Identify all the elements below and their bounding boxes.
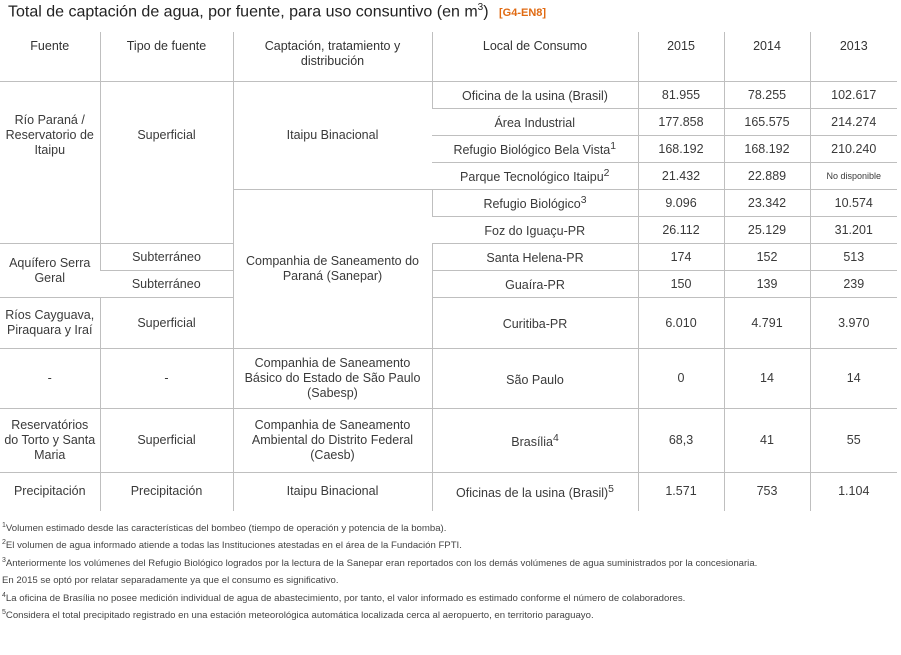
cell-2014: 168.192 — [724, 136, 810, 163]
cell-2015: 9.096 — [638, 190, 724, 217]
cell-fuente-empty — [0, 190, 100, 244]
cell-local: Santa Helena-PR — [432, 244, 638, 271]
cell-tipo-subterraneo: Subterráneo — [100, 271, 233, 298]
cell-2015: 177.858 — [638, 109, 724, 136]
cell-captacion-itaipu: Itaipu Binacional — [233, 82, 432, 190]
cell-2014: 152 — [724, 244, 810, 271]
cell-2013: 1.104 — [810, 473, 897, 511]
footnote: $^4$La oficina de Brasília no posee medición individual de agua de abastecimiento, por tanto, el valor informado es estimado conforme el número de colaboradores. — [2, 591, 686, 604]
footnotes — [2, 519, 901, 623]
header-local: Local de Consumo — [432, 32, 638, 82]
table-row — [0, 271, 897, 298]
cell-captacion-sabesp: Companhia de Saneamento Básico do Estado de São Paulo (Sabesp) — [233, 349, 432, 409]
cell-tipo-parana: Superficial — [100, 82, 233, 190]
cell-fuente-parana: Río Paraná / Reservatorio de Itaipu — [0, 82, 100, 190]
cell-tipo-empty — [100, 190, 233, 244]
cell-2014: 22.889 — [724, 163, 810, 190]
cell-fuente-dash: - — [0, 349, 100, 409]
header-tipo: Tipo de fuente — [100, 32, 233, 82]
table-row — [0, 244, 897, 271]
cell-local: Foz do Iguaçu-PR — [432, 217, 638, 244]
table-row — [0, 298, 897, 349]
cell-2013: 14 — [810, 349, 897, 409]
cell-2013: 102.617 — [810, 82, 897, 109]
cell-local: Guaíra-PR — [432, 271, 638, 298]
cell-2013: 3.970 — [810, 298, 897, 349]
cell-tipo-dash: - — [100, 349, 233, 409]
title-exponent: 3 — [477, 2, 484, 13]
cell-2014: 4.791 — [724, 298, 810, 349]
cell-2014: 41 — [724, 409, 810, 473]
cell-local: Área Industrial — [432, 109, 638, 136]
cell-2013: 55 — [810, 409, 897, 473]
cell-fuente-reservatorios: Reservatórios do Torto y Santa Maria — [0, 409, 100, 473]
footnote: $^5$Considera el total precipitado registrado en una estación meteorológica automática localizada cerca al aeropuerto, en territorio paraguayo. — [2, 608, 594, 622]
cell-local: Brasília$^4$ — [432, 409, 638, 473]
cell-local: Refugio Biológico$^3$ — [432, 190, 638, 217]
cell-local: Parque Tecnológico Itaipu$^2$ — [432, 163, 638, 190]
cell-local: Oficinas de la usina (Brasil)$^5$ — [432, 473, 638, 511]
cell-2015: 174 — [638, 244, 724, 271]
cell-2013: 239 — [810, 271, 897, 298]
header-fuente: Fuente — [30, 39, 70, 53]
footnote: $^2$El volumen de agua informado atiende a todas las Instituciones atestadas en el área de la Fundación FPTI. — [2, 539, 462, 552]
cell-2014: 78.255 — [724, 82, 810, 109]
cell-2015: 68,3 — [638, 409, 724, 473]
cell-fuente-rios: Ríos Cayguava, Piraquara y Iraí — [0, 298, 100, 349]
cell-2015: 168.192 — [638, 136, 724, 163]
cell-2014: 139 — [724, 271, 810, 298]
header-captacion: Captación, tratamiento y distribución — [233, 32, 432, 82]
cell-2013: 31.201 — [810, 217, 897, 244]
cell-2013: 513 — [810, 244, 897, 271]
header-2013: 2013 — [810, 32, 897, 82]
table-row — [0, 409, 897, 473]
footnote: $^1$Volumen estimado desde las características del bombeo (tiempo de operación y potencia de la bomba). — [2, 522, 447, 535]
cell-fuente-precip: Precipitación — [0, 473, 100, 511]
cell-2015: 26.112 — [638, 217, 724, 244]
cell-2013: 10.574 — [810, 190, 897, 217]
cell-tipo-subterraneo: Subterráneo — [100, 244, 233, 271]
cell-local: Oficina de la usina (Brasil) — [432, 82, 638, 109]
cell-2014: 23.342 — [724, 190, 810, 217]
cell-2014: 25.129 — [724, 217, 810, 244]
table-row — [0, 473, 897, 511]
cell-local: Refugio Biológico Bela Vista$^1$ — [432, 136, 638, 163]
cell-2015: 1.571 — [638, 473, 724, 511]
table-row — [0, 190, 897, 217]
cell-2015: 81.955 — [638, 82, 724, 109]
cell-2015: 6.010 — [638, 298, 724, 349]
cell-tipo-precip: Precipitación — [100, 473, 233, 511]
title-text: Total de captación de agua, por fuente, para uso consuntivo (en m — [8, 3, 478, 21]
cell-tipo-reservatorios: Superficial — [100, 409, 233, 473]
cell-captacion-precip: Itaipu Binacional — [233, 473, 432, 511]
gri-tag: [G4-EN8] — [498, 7, 547, 20]
cell-tipo-rios: Superficial — [100, 298, 233, 349]
cell-captacion-sanepar: Companhia de Saneamento do Paraná (Sanepar) — [233, 190, 432, 349]
footnote: En 2015 se optó por relatar separadamente ya que el consumo es significativo. — [2, 575, 339, 587]
table-row — [0, 82, 897, 109]
header-2014: 2014 — [724, 32, 810, 82]
header-2015: 2015 — [638, 32, 724, 82]
footnote: $^3$Anteriormente los volúmenes del Refugio Biológico logrados por la lectura de la Sanepar eran reportados con los demás volúmenes de agua suministrados por la concesionaria. — [2, 556, 758, 569]
cell-fuente-aquifero: Aquífero Serra Geral — [0, 244, 100, 298]
cell-2015: 0 — [638, 349, 724, 409]
cell-captacion-caesb: Companhia de Saneamento Ambiental do Distrito Federal (Caesb) — [233, 409, 432, 473]
cell-2014: 14 — [724, 349, 810, 409]
cell-local: São Paulo — [432, 349, 638, 409]
cell-2013: 214.274 — [810, 109, 897, 136]
cell-2015: 150 — [638, 271, 724, 298]
cell-2015: 21.432 — [638, 163, 724, 190]
cell-2013: 210.240 — [810, 136, 897, 163]
cell-2014: 753 — [724, 473, 810, 511]
table-row — [0, 349, 897, 409]
cell-2014: 165.575 — [724, 109, 810, 136]
page-title — [8, 2, 546, 21]
header-row — [0, 32, 897, 82]
water-capture-table — [0, 32, 897, 511]
cell-local: Curitiba-PR — [432, 298, 638, 349]
cell-2013: No disponible — [810, 163, 897, 190]
title-close: ) — [483, 3, 489, 21]
